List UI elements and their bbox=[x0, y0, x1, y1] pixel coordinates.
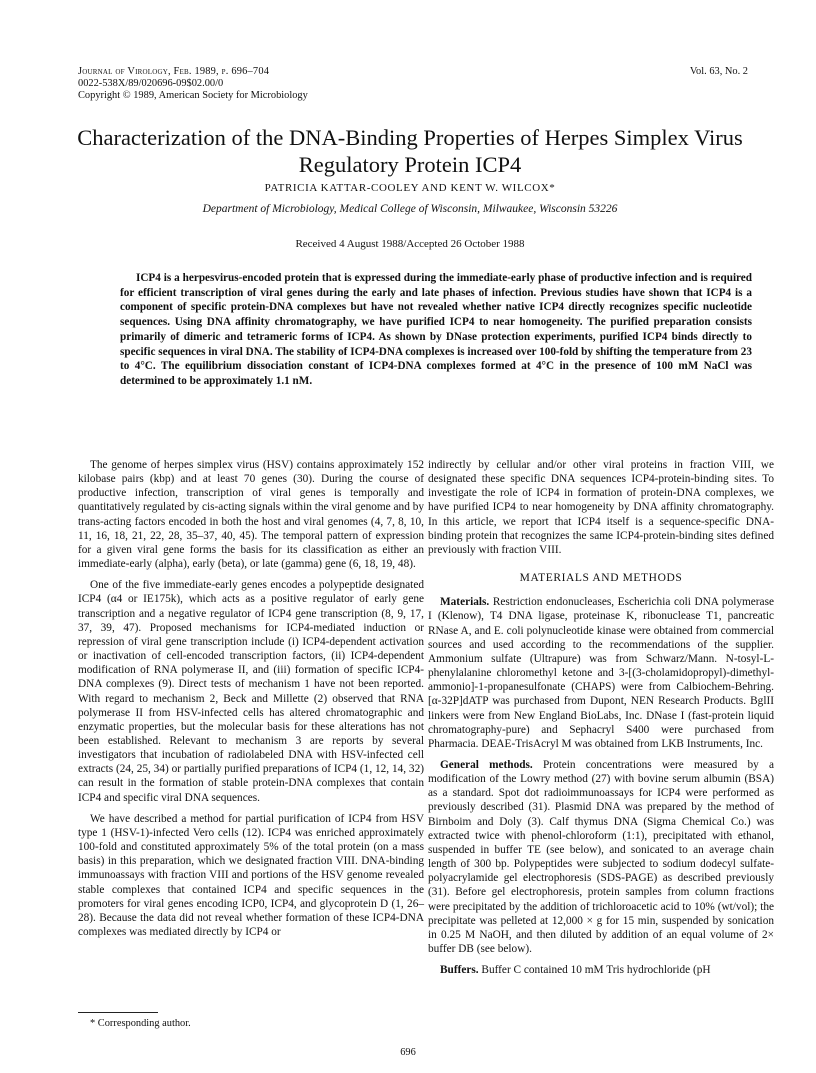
body-paragraph: indirectly by cellular and/or other viral proteins in fraction VIII, we designated these specific DNA sequences ICP4-protein-binding sites. To investigate the role of ICP4 in formation of protein-DNA complexes, we have purified ICP4 to near homogeneity by DNA affinity chromatography. In this article, we report that ICP4 itself is a sequence-specific DNA-binding protein that recognizes the same ICP4-protein-binding sites defined previously with fraction VIII. bbox=[428, 459, 774, 556]
runin-heading: Materials. bbox=[440, 596, 490, 609]
running-header bbox=[78, 66, 498, 102]
body-paragraph: We have described a method for partial purification of ICP4 from HSV type 1 (HSV-1)-infected Vero cells (12). ICP4 was enriched approximately 100-fold and constituted approximately 5% of the total protein (on a mass basis) in this preparation, which we designated fraction VIII. DNA-binding immunoassays with fraction VIII and portions of the HSV genome revealed stable complexes that contained ICP4 and specific sequences in the promoters for viral genes encoding ICP0, ICP4, and glycoprotein D (1, 26–28). Because the data did not reveal whether formation of these ICP4-DNA complexes was mediated directly by ICP4 or bbox=[78, 812, 424, 938]
journal-citation: Journal of Virology, Feb. 1989, p. 696–704 bbox=[78, 66, 270, 77]
abstract: ICP4 is a herpesvirus-encoded protein that is expressed during the immediate-early phase of productive infection and is required for efficient transcription of viral genes during the early and late phases of infection. Previous studies have shown that ICP4 is a component of specific protein-DNA complexes but have not revealed whether native ICP4 directly recognizes specific nucleotide sequences. Using DNA affinity chromatography, we have purified ICP4 to near homogeneity. The purified preparation consists primarily of dimeric and tetrameric forms of ICP4. As shown by DNase protection experiments, purified ICP4 binds directly to specific sequences in viral DNA. The stability of ICP4-DNA complexes is increased over 100-fold by shifting the temperature from 23 to 4°C. The equilibrium dissociation constant of ICP4-DNA complexes formed at 4°C in the presence of 100 mM NaCl was determined to be approximately 1.1 nM. bbox=[120, 272, 752, 387]
section-heading: MATERIALS AND METHODS bbox=[519, 572, 683, 585]
runin-heading: General methods. bbox=[440, 758, 533, 771]
footnote-divider bbox=[78, 1012, 158, 1013]
buffers-paragraph bbox=[428, 963, 774, 977]
copyright-line: Copyright © 1989, American Society for Microbiology bbox=[78, 90, 308, 101]
body-paragraph: One of the five immediate-early genes encodes a polypeptide designated ICP4 (α4 or IE175k), which acts as a positive regulator of early gene transcription and a negative regulator of ICP4 gene transcription (8, 9, 17, 37, 39, 47). Proposed mechanisms for ICP4-mediated induction or repression of viral gene transcription include (i) ICP4-dependent activation or inactivation of cell-encoded transcription factors, (ii) ICP4-dependent modification of RNA polymerase II, and (iii) formation of specific ICP4-DNA complexes (9). Direct tests of mechanism 1 have not been reported. With regard to mechanism 2, Beck and Millette (2) observed that RNA polymerase II from HSV-infected cells has altered chromatographic and enzymatic properties, but the molecular basis for these alterations has not been established. Relevant to mechanism 3 are reports by several investigators that incubation of radiolabeled DNA with HSV-infected cell extracts (24, 25, 34) or partially purified preparations of ICP4 (1, 12, 14, 32) can result in the formation of stable protein-DNA complexes that contain ICP4 and specific viral DNA sequences. bbox=[78, 579, 424, 804]
author-affiliation: Department of Microbiology, Medical College of Wisconsin, Milwaukee, Wisconsin 53226 bbox=[202, 203, 618, 215]
page-number: 696 bbox=[400, 1047, 416, 1058]
received-dates: Received 4 August 1988/Accepted 26 October 1988 bbox=[295, 238, 525, 250]
volume-issue: Vol. 63, No. 2 bbox=[689, 66, 748, 77]
paragraph-text: Protein concentrations were measured by a modification of the Lowry method (27) with bovine serum albumin (BSA) as a standard. Spot dot radioimmunoassays for ICP4 were performed as previously described (31). Plasmid DNA was prepared by the method of Birnboim and Doly (3). Calf thymus DNA (Sigma Chemical Co.) was extracted twice with phenol-chloroform (1:1), precipitated with ethanol, suspended in buffer TE (see below), and sonicated to an average chain length of 300 bp. Polypeptides were subjected to sodium dodecyl sulfate-polyacrylamide gel electrophoresis (SDS-PAGE) as described previously (31). Before gel electrophoresis, protein samples from column fractions were precipitated by the addition of trichloroacetic acid to 10% (wt/vol); the precipitate was pelleted at 12,000 × g for 15 min, suspended by sonication in 0.25 M NaOH, and then diluted by addition of an equal volume of 2× buffer DB (see below). bbox=[428, 758, 774, 955]
paragraph-text: Restriction endonucleases, Escherichia coli DNA polymerase I (Klenow), T4 DNA ligase, proteinase K, ribonuclease T1, pancreatic RNase A, and E. coli polynucleotide kinase were obtained from commercial sources and used according to the recommendations of the supplier. Ammonium sulfate (Ultrapure) was from Schwarz/Mann. N-tosyl-L-phenylalanine chloromethyl ketone and 3-[(3-cholamidopropyl)-dimethyl-ammonio]-1-propanesulfonate (CHAPS) were from Calbiochem-Behring. [α-32P]dATP was purchased from Dupont, NEN Research Products. BglII linkers were from New England BioLabs, Inc. DNase I (fast-protein liquid chromatography-pure) and Sephacryl S400 were purchased from Pharmacia. DEAE-TrisAcryl M was obtained from LKB Instruments, Inc. bbox=[428, 596, 774, 750]
runin-heading: Buffers. bbox=[440, 964, 479, 977]
left-column bbox=[78, 458, 424, 946]
author-list: PATRICIA KATTAR-COOLEY AND KENT W. WILCOX* bbox=[264, 182, 556, 194]
article-title: Characterization of the DNA-Binding Properties of Herpes Simplex Virus Regulatory Protein ICP4 bbox=[77, 125, 743, 177]
materials-paragraph bbox=[428, 595, 774, 751]
body-paragraph: The genome of herpes simplex virus (HSV) contains approximately 152 kilobase pairs (kbp) and at least 70 genes (30). During the course of productive infection, transcription of viral genes is temporally and quantitatively regulated by cis-acting signals within the viral genome and by trans-acting factors encoded in both the host and viral genomes (4, 7, 8, 10, 11, 16, 18, 21, 22, 28, 35–37, 40, 45). The temporal pattern of expression for a given viral gene forms the basis for its classification as either an immediate-early (alpha), early (beta), or late (gamma) gene (6, 18, 19, 48). bbox=[78, 459, 424, 571]
paragraph-text: Buffer C contained 10 mM Tris hydrochloride (pH bbox=[481, 964, 711, 977]
article-code: 0022-538X/89/020696-09$02.00/0 bbox=[78, 78, 224, 89]
methods-paragraph bbox=[428, 758, 774, 956]
right-column bbox=[428, 458, 774, 984]
footnote: * Corresponding author. bbox=[90, 1018, 191, 1029]
